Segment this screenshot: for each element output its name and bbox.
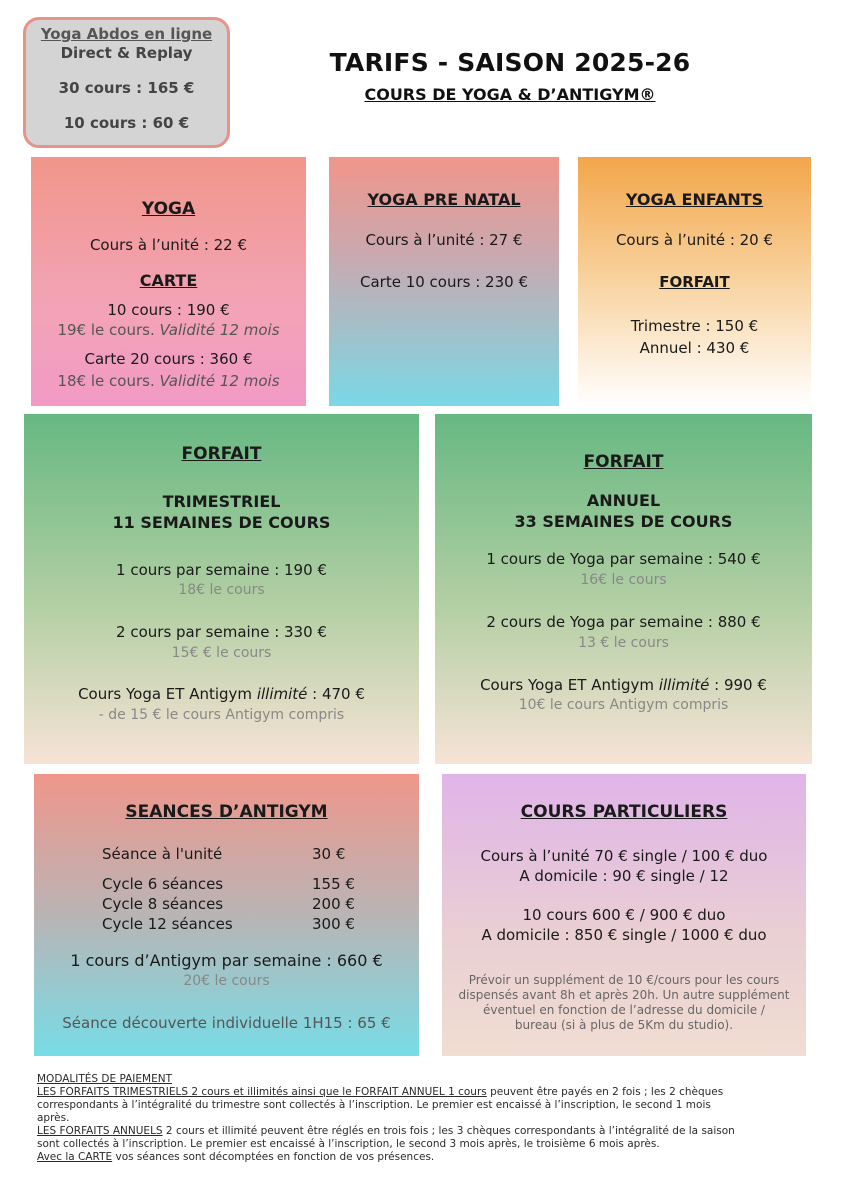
annuel-price-1: 1 cours de Yoga par semaine : 540 € — [486, 550, 761, 568]
payment-title: MODALITÉS DE PAIEMENT — [37, 1073, 172, 1085]
online-subtitle: Direct & Replay — [60, 44, 193, 62]
antigym-row-value: 30 € — [312, 845, 346, 863]
payment-paragraph-2-line-2: sont collectés à l’inscription. Le premier est encaissé à l’inscription, le second 3 mois après, le troisième 6 mois après. — [37, 1138, 660, 1150]
yoga-title: YOGA — [141, 199, 196, 219]
yoga-carte-10: 10 cours : 190 € — [107, 301, 230, 319]
trim-price-3-note: - de 15 € le cours Antigym compris — [98, 707, 345, 723]
annuel-sub1: ANNUEL — [586, 491, 661, 510]
enfants-box — [578, 157, 811, 406]
yoga-unit-price: Cours à l’unité : 22 € — [89, 236, 248, 254]
antigym-weekly: 1 cours d’Antigym par semaine : 660 € — [70, 951, 383, 970]
trim-title: FORFAIT — [181, 444, 262, 464]
yoga-carte-title: CARTE — [139, 271, 198, 290]
enfants-annuel: Annuel : 430 € — [639, 339, 750, 357]
yoga-carte-20-note: 18€ le cours. Validité 12 mois — [57, 372, 280, 390]
antigym-box — [34, 774, 419, 1056]
yoga-box — [31, 157, 306, 406]
annuel-price-2-note: 13 € le cours — [578, 635, 669, 651]
annuel-price-3: Cours Yoga ET Antigym illimité : 990 € — [480, 676, 767, 694]
payment-paragraph-2: LES FORFAITS ANNUELS 2 cours et illimité peuvent être réglés en trois fois ; les 3 chèques correspondants à l’intégralité de la saison — [37, 1125, 735, 1137]
annuel-sub2: 33 SEMAINES DE COURS — [514, 512, 733, 531]
online-yoga-box — [23, 17, 230, 148]
particuliers-box — [442, 774, 806, 1056]
prenatal-unit-price: Cours à l’unité : 27 € — [365, 231, 523, 249]
particuliers-line-3: 10 cours 600 € / 900 € duo — [522, 906, 726, 924]
particuliers-line-4: A domicile : 850 € single / 1000 € duo — [481, 926, 767, 944]
trim-price-2: 2 cours par semaine : 330 € — [116, 623, 327, 641]
forfait-annuel-box — [435, 414, 812, 764]
annuel-price-3-note: 10€ le cours Antigym compris — [518, 697, 729, 713]
online-price-30: 30 cours : 165 € — [58, 79, 195, 97]
antigym-weekly-note: 20€ le cours — [183, 973, 270, 989]
trim-price-1-note: 18€ le cours — [178, 582, 265, 598]
particuliers-title: COURS PARTICULIERS — [520, 802, 728, 822]
antigym-row-label: Séance à l'unité — [102, 845, 223, 863]
trim-price-3: Cours Yoga ET Antigym illimité : 470 € — [78, 685, 365, 703]
annuel-price-2: 2 cours de Yoga par semaine : 880 € — [486, 613, 761, 631]
antigym-row-label: Cycle 12 séances — [102, 915, 233, 933]
enfants-unit-price: Cours à l’unité : 20 € — [615, 231, 774, 249]
antigym-decouverte: Séance découverte individuelle 1H15 : 65 € — [62, 1014, 391, 1032]
trim-sub2: 11 SEMAINES DE COURS — [112, 513, 331, 532]
antigym-row-value: 200 € — [312, 895, 355, 913]
antigym-row-value: 155 € — [312, 875, 355, 893]
payment-paragraph-1: LES FORFAITS TRIMESTRIELS 2 cours et illimités ainsi que le FORFAIT ANNUEL 1 cours peuvent être payés en 2 fois ; les 2 chèques — [37, 1086, 724, 1098]
trim-price-1: 1 cours par semaine : 190 € — [116, 561, 327, 579]
forfait-trimestriel-box — [24, 414, 419, 764]
trim-price-2-note: 15€ € le cours — [171, 645, 272, 661]
online-price-10: 10 cours : 60 € — [63, 114, 190, 132]
payment-paragraph-3: Avec la CARTE vos séances sont décomptées en fonction de vos présences. — [37, 1151, 435, 1163]
page-subtitle: COURS DE YOGA & D’ANTIGYM® — [364, 85, 656, 104]
online-title: Yoga Abdos en ligne — [40, 25, 213, 43]
particuliers-note: Prévoir un supplément de 10 €/cours pour les cours dispensés avant 8h et après 20h. Un autre supplément éventuel en fonction de l’adresse du domicile / bureau (si à plus de 5Km du studio). — [458, 973, 790, 1032]
enfants-trimestre: Trimestre : 150 € — [630, 317, 759, 335]
enfants-forfait-title: FORFAIT — [659, 273, 730, 291]
payment-paragraph-1-line-3: après. — [37, 1112, 70, 1124]
page-title: TARIFS - SAISON 2025-26 — [329, 48, 691, 77]
trim-sub1: TRIMESTRIEL — [162, 492, 281, 511]
annuel-price-1-note: 16€ le cours — [580, 572, 667, 588]
antigym-row-value: 300 € — [312, 915, 355, 933]
payment-terms — [37, 1073, 812, 1164]
payment-paragraph-1-line-2: correspondants à l’intégralité du trimestre sont collectés à l’inscription. Le premier est encaissé à l’inscription, le second 1 mois — [37, 1099, 711, 1111]
yoga-carte-10-note: 19€ le cours. Validité 12 mois — [57, 321, 280, 339]
prenatal-box — [329, 157, 559, 406]
prenatal-carte: Carte 10 cours : 230 € — [359, 273, 528, 291]
antigym-title: SEANCES D’ANTIGYM — [125, 802, 328, 822]
particuliers-line-1: Cours à l’unité 70 € single / 100 € duo — [480, 847, 768, 865]
prenatal-title: YOGA PRE NATAL — [367, 190, 521, 209]
yoga-carte-20: Carte 20 cours : 360 € — [84, 350, 253, 368]
particuliers-line-2: A domicile : 90 € single / 12 — [519, 867, 729, 885]
antigym-row-label: Cycle 8 séances — [102, 895, 224, 913]
antigym-row-label: Cycle 6 séances — [102, 875, 224, 893]
enfants-title: YOGA ENFANTS — [625, 190, 764, 209]
annuel-title: FORFAIT — [583, 452, 664, 472]
